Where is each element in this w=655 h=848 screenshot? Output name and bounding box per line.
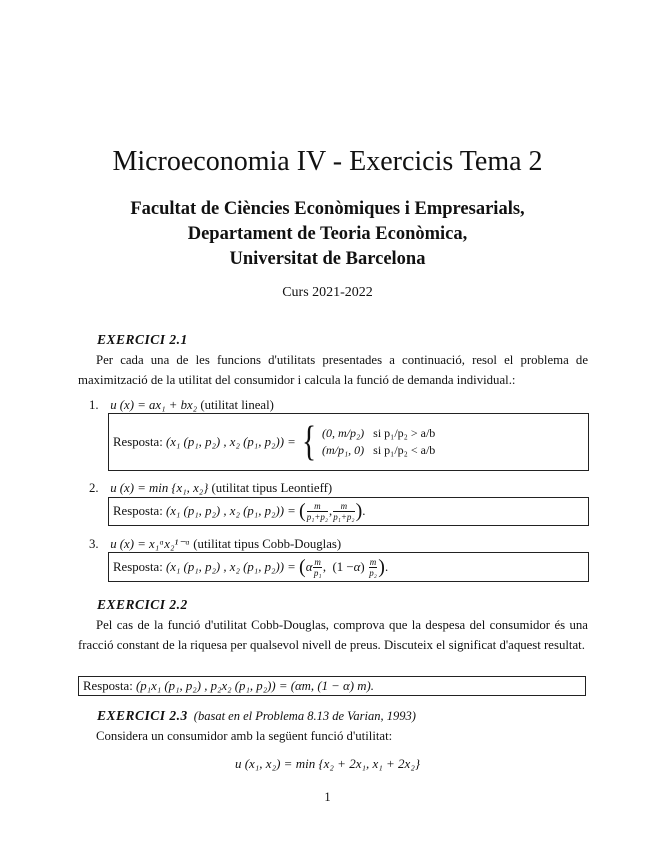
- item-note: (utilitat tipus Leontieff): [211, 481, 333, 495]
- answer-label: Resposta:: [113, 434, 163, 449]
- answer-formula: (p₁x₁ (p₁, p₂) , p₂x₂ (p₁, p₂)) = (αm, (1 − α) m).: [135, 678, 374, 693]
- utility-equation: u (x₁, x₂) = min {x₂ + 2x₁, x₁ + 2x₂}: [234, 756, 421, 771]
- case-condition: si p₁/p₂ > a/b: [373, 426, 436, 440]
- fraction: $\frac{m}{\text{p₁+p₂}}$: [306, 501, 329, 522]
- exercise-2-1-heading: EXERCICI 2.1: [97, 332, 188, 347]
- item-formula: u (x) = x₁ᵅx₂¹⁻ᵅ: [110, 537, 191, 551]
- case-value: (0, m/p₂): [321, 426, 365, 440]
- answer-demand: (x₁ (p₁, p₂) , x₂ (p₁, p₂)) =: [165, 559, 296, 574]
- exercise-2-1-text: Per cada una de les funcions d'utilitats presentades a continuació, resol el problema de maximització de la utilitat del consumidor i calcula la funció de demanda individual.:: [78, 353, 588, 387]
- exercise-note: (basat en el Problema 8.13 de Varian, 1993): [193, 709, 416, 723]
- answer-demand: (x₁ (p₁, p₂) , x₂ (p₁, p₂)) =: [165, 434, 296, 449]
- document-title: Microeconomia IV - Exercicis Tema 2: [112, 146, 543, 177]
- item-formula: u (x) = min {x₁, x₂}: [110, 481, 209, 495]
- item-number: 3.: [89, 537, 99, 551]
- case-value: (m/p₁, 0): [321, 443, 365, 457]
- item-number: 2.: [89, 481, 99, 495]
- case-row: [322, 426, 435, 441]
- paren-right: ): [378, 555, 385, 578]
- item-note: (utilitat lineal): [200, 398, 274, 412]
- paren-left: (: [299, 500, 306, 522]
- fraction: $\frac{m}{\text{p₁+p₂}}$: [333, 501, 355, 522]
- answer-demand: (x₁ (p₁, p₂) , x₂ (p₁, p₂)) =: [165, 504, 296, 518]
- affiliation-line: Universitat de Barcelona: [229, 249, 426, 269]
- answer-box: Resposta: (x₁ (p₁, p₂) , x₂ (p₁, p₂)) = ( α $\frac{m}{\text{p₁}}$ , (1 − α ) $\frac{m}{\text{p₂}}$ ) .: [108, 552, 589, 582]
- answer-box: Resposta: (x₁ (p₁, p₂) , x₂ (p₁, p₂)) = ( $\frac{m}{\text{p₁+p₂}}$ , $\frac{m}{\text{p₁+p₂}}$ ) .: [108, 497, 589, 526]
- exercise-item: [89, 481, 332, 496]
- affiliation-block: [0, 197, 655, 272]
- fraction: $\frac{m}{\text{p₁}}$: [313, 556, 322, 578]
- course-year: Curs 2021-2022: [282, 285, 373, 300]
- paren-left: (: [299, 555, 306, 578]
- paren-right: ): [355, 500, 363, 522]
- fraction: $\frac{m}{\text{p₂}}$: [369, 556, 377, 578]
- case-condition: si p₁/p₂ < a/b: [373, 443, 436, 457]
- item-note: (utilitat tipus Cobb-Douglas): [193, 537, 342, 551]
- exercise-heading-label: EXERCICI 2.3: [97, 708, 188, 723]
- answer-label: Resposta:: [113, 504, 163, 518]
- affiliation-line: Facultat de Ciències Econòmiques i Empresarials,: [130, 199, 525, 219]
- exercise-2-2-heading: EXERCICI 2.2: [97, 597, 188, 612]
- piecewise-cases: [322, 426, 435, 458]
- answer-box: [78, 676, 586, 696]
- exercise-2-3-text: Considera un consumidor amb la següent funció d'utilitat:: [96, 729, 393, 743]
- exercise-item: [89, 537, 341, 552]
- answer-label: Resposta:: [83, 678, 133, 693]
- exercise-2-3-heading: [97, 708, 416, 724]
- page-number: 1: [324, 790, 331, 804]
- affiliation-line: Departament de Teoria Econòmica,: [187, 224, 468, 244]
- answer-label: Resposta:: [113, 559, 163, 574]
- exercise-2-2-text: Pel cas de la funció d'utilitat Cobb-Douglas, comprova que la despesa del consumidor és una fracció constant de la riquesa per qualsevol nivell de preus. Discuteix el significat d'aquest resultat.: [78, 618, 588, 652]
- answer-box: [108, 413, 589, 471]
- item-number: 1.: [89, 398, 99, 412]
- brace-symbol: {: [301, 419, 316, 465]
- item-formula: u (x) = ax₁ + bx₂: [110, 398, 198, 412]
- case-row: [322, 443, 435, 458]
- exercise-item: [89, 398, 274, 413]
